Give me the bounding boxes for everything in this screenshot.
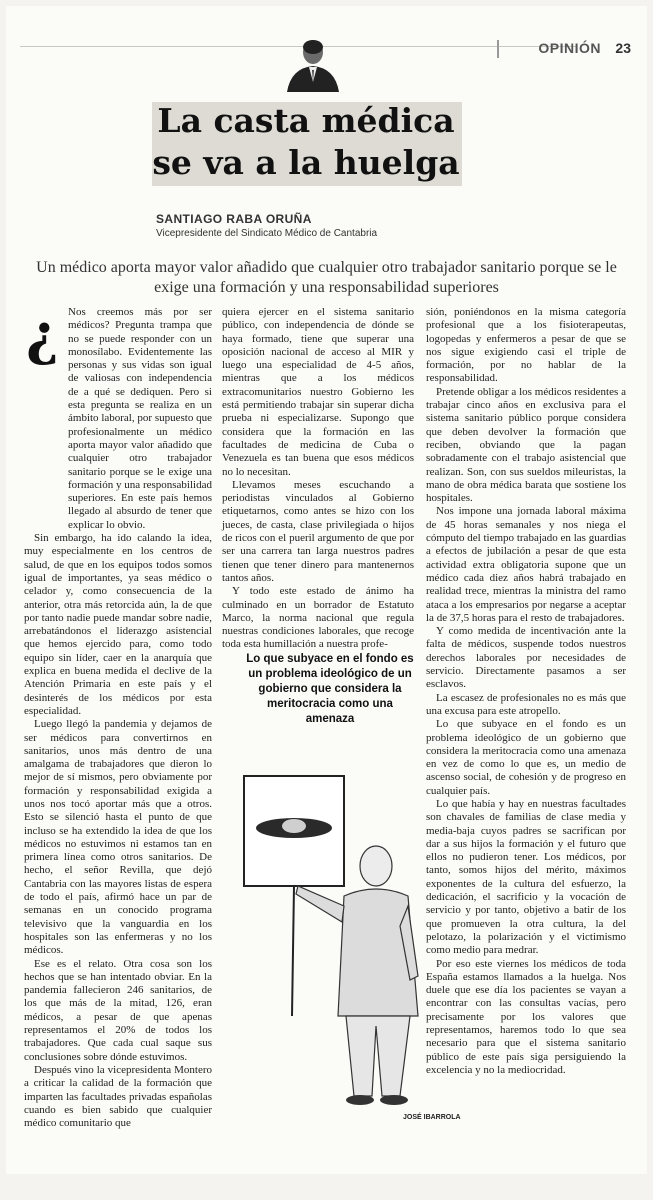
- author-role: Vicepresidente del Sindicato Médico de Cantabria: [156, 228, 378, 239]
- title-line-1: La casta médica: [157, 101, 455, 140]
- paragraph: Lo que había y hay en nuestras facultades son chavales de familias de clase media y media-baja cuyos padres se sacrifican por dar a sus hijos la formación y el futuro que ellos no pudieron tener. Los médicos, por tanto, somos hijos del mérito, máximos exponentes de la cultura del esfuerzo, la dedicación, el sacrificio y la vocación de servicio y por tanto, objetivo a batir de los que promueven la otra cultura, la del pelotazo, la polarización y el victimismo como medio para medrar.: [426, 797, 626, 957]
- paragraph: Nos creemos más por ser médicos? Pregunta trampa que no se puede responder con un monosílabo. Evidentemente las personas y sus vidas son igual de valiosas con independencia de a qué se dediquen. Pero si esta pregunta se realiza en un ámbito laboral, por supuesto que profesionalmente un médico aporta mayor valor añadido que cualquier otro trabajador sanitario porque se le exige una formación y una responsabilidad superiores. En este país hemos llegado al absurdo de tener que explicar lo obvio.: [68, 306, 212, 531]
- paragraph: Por eso este viernes los médicos de toda España estamos llamados a la huelga. Nos duele que ese día los pacientes se vayan a encontrar con las consultas vacías, pero precisamente por los valores que representamos, haremos todo lo que sea necesario para que el sistema sanitario público de este país siga persiguiendo la excelencia y no la mediocridad.: [426, 957, 626, 1076]
- author-name: SANTIAGO RABA ORUÑA: [156, 212, 312, 226]
- illustration: [226, 766, 456, 1116]
- article-title: [146, 100, 466, 184]
- paragraph: sión, poniéndonos en la misma categoría profesional que a los fisioterapeutas, logopedas y enfermeros a pesar de que se nos sigue exigiendo casi el triple de formación, por no hablar de la responsabilidad.: [426, 306, 626, 385]
- author-portrait: [281, 32, 345, 92]
- article-lead: Un médico aporta mayor valor añadido que cualquier otro trabajador sanitario porque se le exige una formación y una responsabilidad superiores: [36, 259, 617, 296]
- paragraph: Lo que subyace en el fondo es un problema ideológico de un gobierno que considera la meritocracia como una amenaza en vez de como lo que es, un medio de ascenso social, de cohesión y de progreso en cualquier país.: [426, 718, 626, 797]
- paragraph: Y todo este estado de ánimo ha culminado en un borrador de Estatuto Marco, la norma nacional que regula nuestras condiciones laborales, que recoge toda esta humillación a nuestra profe-: [222, 585, 414, 651]
- paragraph: Nos impone una jornada laboral máxima de 45 horas semanales y nos niega el cómputo del tiempo trabajado en las guardias a efectos de jubilación a pesar de que esta actividad extra obligatoria supone que un médico cada diez años habrá trabajado en realidad trece, mientras la ministra del ramo ataca a los empresarios por negarse a aceptar la de 37,5 horas para el resto de trabajadores.: [426, 505, 626, 624]
- section-divider: [497, 40, 499, 58]
- column-3: [426, 306, 626, 1077]
- paragraph: Luego llegó la pandemia y dejamos de ser médicos para convertirnos en sanitarios, unos más dentro de una amalgama de trabajadores que dieron lo mejor de sí mismos, pero obviamente por formación y responsabilidad exigida a unos nos tocó aportar más que a otros. Esto se silenció hasta el punto de que incluso se ha extendido la idea de que los médicos no estuvimos ni estamos tan en primera línea como otros sanitarios. De hecho, el señor Revilla, que dejó Cantabria con las mayores listas de espera de todo el país, afirmó hace un par de semanas en un conocido programa televisivo que la vanguardia en los hospitales son las enfermeras y no los médicos.: [24, 718, 212, 957]
- illustration-credit: JOSÉ IBARROLA: [403, 1114, 461, 1121]
- paragraph: quiera ejercer en el sistema sanitario público, con independencia de dónde se haya formado, tiene que superar una oposición nacional de acceso al MIR y luego una especialidad de 4-5 años, mientras que a los médicos extracomunitarios nuestro Gobierno les está permitiendo trabajar sin superar dicha prueba ni especializarse. Supongo que considera que la formación en las facultades de medicina de Cuba o Venezuela es tan buena que esos médicos no lo necesitan.: [222, 306, 414, 478]
- drop-cap: ¿: [26, 302, 59, 368]
- section-label: OPINIÓN: [538, 40, 601, 56]
- paragraph: La escasez de profesionales no es más que una excusa para este atropello.: [426, 691, 626, 717]
- paragraph: Pretende obligar a los médicos residentes a trabajar cinco años en exclusiva para el sistema sanitario público porque considera que deben devolver la formación que reciben, obviando que la pagan sobradamente con el trabajo asistencial que realizan. Son, con sus sueldos mileuristas, la mano de obra médica barata que sostiene los hospitales.: [426, 385, 626, 505]
- page-number: 23: [615, 40, 631, 56]
- paragraph: Y como medida de incentivación ante la falta de médicos, suspende todos nuestros derechos laborales por necesidades de servicio. Directamente pasamos a ser esclavos.: [426, 625, 626, 691]
- column-2: [222, 306, 414, 652]
- paragraph: Llevamos meses escuchando a periodistas vinculados al Gobierno etiquetarnos, como antes se hizo con los jueces, de casta, clase privilegiada o hijos de ricos con el pueril argumento de que por ser una carrera tan larga nuestros padres tienen que tener dinero para mantenernos tantos años.: [222, 478, 414, 584]
- paragraph: Ese es el relato. Otra cosa son los hechos que se han intentado obviar. En la pandemia fallecieron 246 sanitarios, de los que más de la mitad, 126, eran médicos, a pesar de que apenas representamos el 20% de todos los trabajadores. Que cada cual saque sus conclusiones sobre dónde estuvimos.: [24, 957, 212, 1063]
- newspaper-page: [6, 6, 647, 1174]
- title-line-2: se va a la huelga: [152, 143, 460, 182]
- paragraph: Después vino la vicepresidenta Montero a criticar la calidad de la formación que imparten las facultades privadas españolas cuando es bien sabido que cualquier médico comunitario que: [24, 1063, 212, 1130]
- pull-quote: Lo que subyace en el fondo es un problema ideológico de un gobierno que considera la meritocracia como una amenaza: [246, 653, 414, 725]
- paragraph: Sin embargo, ha ido calando la idea, muy especialmente en los centros de salud, de que en los equipos todos somos igual de importantes, ya seas médico o celador y, como consecuencia de la anterior, otra más retorcida aún, la de que por tanto nadie puede mandar sobre nadie, arrebatándonos el liderazgo asistencial que hemos ejercido para, como todo equipo sin líder, caer en la anarquía que explica en buena medida el declive de la Atención Primaria en este país y el desinterés de los médicos por esta especialidad.: [24, 532, 212, 717]
- column-1: [24, 302, 212, 1130]
